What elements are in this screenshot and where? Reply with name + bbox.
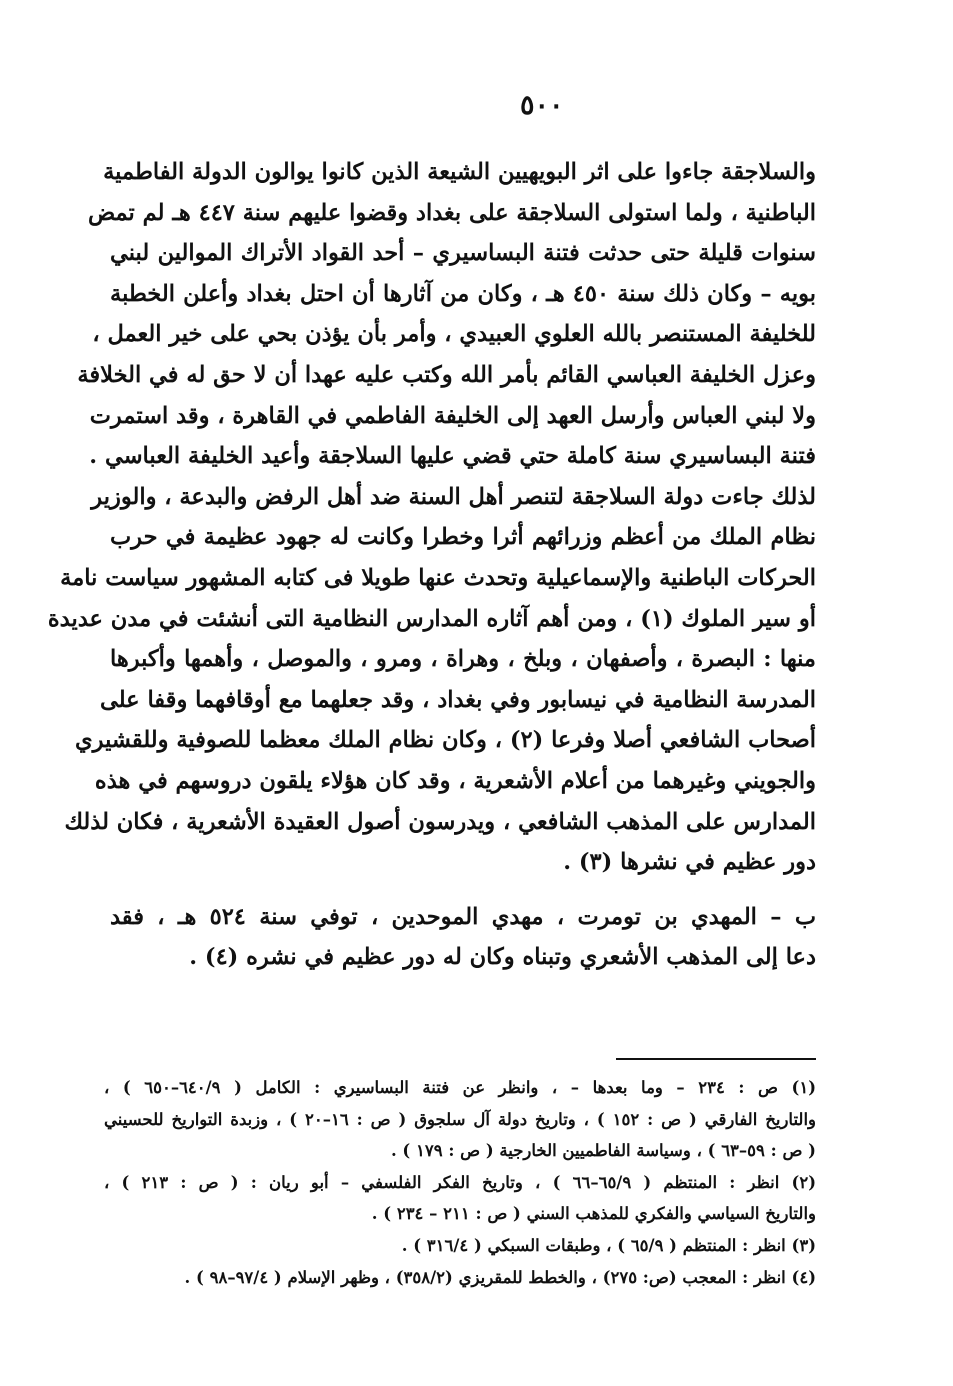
text-line: نظام الملك من أعظم وزرائهم أثرا وخطرا وكانت له جهود عظيمة في حرب xyxy=(110,524,816,551)
text-line: ب – المهدي بن تومرت ، مهدي الموحدين ، توفي سنة ٥٢٤ هـ ، فقد xyxy=(110,903,817,930)
text-line: والسلاجقة جاءوا على اثر البويهيين الشيعة الذين كانوا يوالون الدولة الفاطمية xyxy=(103,159,816,185)
main-text xyxy=(47,152,817,978)
footnote-line: ( ص : ٥٩–٦٣ ) ، وسياسة الفاطميين الخارجية ( ص : ١٧٩ ) . xyxy=(390,1141,816,1161)
text-line: فتنة البساسيري سنة كاملة حتي قضي عليها السلاجقة وأعيد الخليفة العباسي . xyxy=(89,443,816,470)
page-number: ٥٠٠ xyxy=(520,90,564,121)
text-line: دعا إلى المذهب الأشعري وتبناه وكان له دور عظيم في نشره (٤) . xyxy=(189,944,816,971)
footnote-line: (٣) انظر : المنتظم ( ٦٥/٩ ) ، وطبقات السبكي ( ٣١٦/٤ ) . xyxy=(401,1235,816,1255)
text-line: منها : البصرة ، وأصفهان ، وبلخ ، وهراة ، ومرو ، والموصل ، وأهمها وأكبرها xyxy=(110,646,816,673)
paragraph-gap xyxy=(110,883,816,897)
text-line: المدارس على المذهب الشافعي ، ويدرسون أصول العقيدة الأشعرية ، فكان لذلك xyxy=(64,808,816,835)
text-line: والجويني وغيرهما من أعلام الأشعرية ، وقد كان هؤلاء يلقون دروسهم في هذه xyxy=(94,767,816,794)
text-line: بويه – وكان ذلك سنة ٤٥٠ هـ ، وكان من آثارها أن احتل بغداد وأعلن الخطبة xyxy=(110,280,816,307)
footnote-line: (٢) انظر : المنتظم ( ٦٥/٩–٦٦ ) ، وتاريخ الفكر الفلسفي – أبو ريان : ( ص : ٢١٣ ) ، xyxy=(104,1172,817,1192)
footnote-divider xyxy=(616,1058,816,1060)
footnotes xyxy=(104,1072,816,1293)
text-line: لذلك جاءت دولة السلاجقة لتنصر أهل السنة ضد أهل الرفض والبدعة ، والوزير xyxy=(91,483,816,510)
text-line: للخليفة المستنصر بالله العلوي العبيدي ، وأمر بأن يؤذن بحي على خير العمل ، xyxy=(92,321,816,348)
text-line: سنوات قليلة حتى حدثت فتنة البساسيري – أحد القواد الأتراك الموالين لبني xyxy=(110,240,816,267)
text-line: أو سير الملوك (١) ، ومن أهم آثاره المدارس النظامية التى أنشئت في مدن عديدة xyxy=(47,605,816,632)
footnote-line: (١) ص : ٢٣٤ – وما بعدها – ، وانظر عن فتنة البساسيري : الكامل ( ٦٤٠/٩–٦٥٠ ) ، xyxy=(104,1078,816,1097)
footnote-line: (٤) انظر : المعجب (ص: ٢٧٥) ، والخطط للمقريزي (٣٥٨/٢) ، وظهر الإسلام ( ٩٧/٤–٩٨ ) . xyxy=(184,1267,816,1287)
text-line: دور عظيم في نشرها (٣) . xyxy=(563,849,816,876)
text-line: الباطنية ، ولما استولى السلاجقة على بغداد وقضوا عليهم سنة ٤٤٧ هـ لم تمض xyxy=(87,199,816,226)
footnote-line: والتاريخ السياسي والفكري للمذهب السني ( ص : ٢١١ – ٢٣٤ ) . xyxy=(371,1204,816,1224)
text-line: المدرسة النظامية في نيسابور وفي بغداد ، وقد جعلهما مع أوقافهما وقفا على xyxy=(99,686,816,713)
text-line: الحركات الباطنية والإسماعيلية وتحدث عنها طويلا فى كتابه المشهور سياست نامة xyxy=(60,564,816,591)
footnote-line: والتاريخ الفارقي ( ص : ١٥٢ ) ، وتاريخ دولة آل سلجوق ( ص : ١٦–٢٠ ) ، وزبدة التواريخ للحسيني xyxy=(104,1109,817,1129)
text-line: أصحاب الشافعي أصلا وفرعا (٢) ، وكان نظام الملك معظما للصوفية وللقشيري xyxy=(75,727,816,754)
text-line: ولا لبني العباس وأرسل العهد إلى الخليفة الفاطمي في القاهرة ، وقد استمرت xyxy=(89,402,816,429)
text-line: وعزل الخليفة العباسي القائم بأمر الله وكتب عليه عهدا أن لا حق له في الخلافة xyxy=(77,361,816,388)
